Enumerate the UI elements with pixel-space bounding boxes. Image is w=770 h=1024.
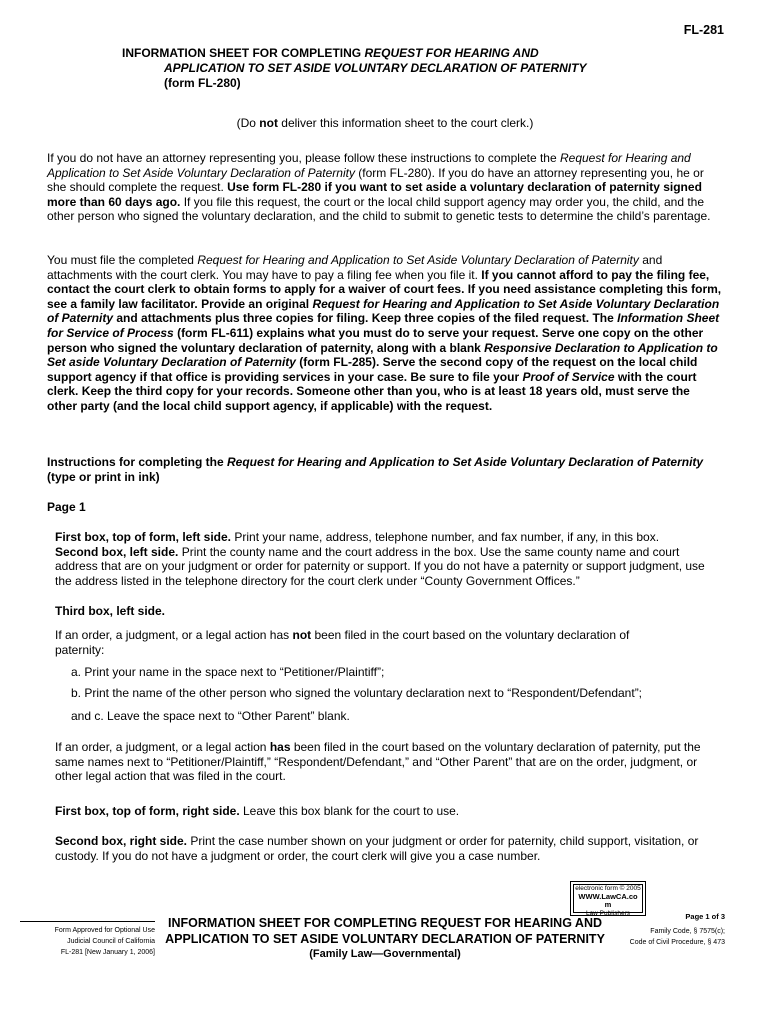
emphasis: not bbox=[292, 628, 312, 642]
title-part: INFORMATION SHEET FOR COMPLETING bbox=[122, 46, 365, 60]
text: and attachments with the court clerk. You may have to pay a filing fee when you file it. bbox=[47, 253, 663, 282]
footer-subtitle: (Family Law—Governmental) bbox=[309, 948, 461, 960]
document-title bbox=[122, 46, 682, 90]
title-line-3: (form FL-280) bbox=[164, 75, 241, 90]
form-name: Request for Hearing and Application to Set Aside Voluntary Declaration of Paternity bbox=[227, 455, 704, 469]
order-not-filed-text bbox=[55, 628, 655, 657]
stamp-line: Law Publishers bbox=[585, 909, 631, 917]
text: Leave this box blank for the court to use. bbox=[239, 804, 460, 818]
page-heading: Page 1 bbox=[47, 500, 86, 514]
text: If you file this request, the court or the local child support agency may order you, the child, and the other person who signed the voluntary declaration, and the child to submit to genetic tests to determine the child’s parentage. bbox=[47, 194, 711, 224]
stamp-url: m bbox=[604, 900, 612, 909]
footer-line: Judicial Council of California bbox=[67, 938, 155, 945]
text: (form FL-280). If you do have an attorney representing you, he or she should complete the request. bbox=[47, 165, 704, 195]
text: been filed in the court based on the voluntary declaration of paternity, put the same names next to “Petitioner/Plaintiff,” “Respondent/Defendant,” and “Other Parent” that are on the order, judgment, or other legal action that was filed in the court. bbox=[55, 740, 701, 784]
box-label: Second box, right side. bbox=[55, 834, 188, 848]
text: Print the case number shown on your judgment or order for paternity, child support, visitation, or custody. If you do not have a judgment or order, the court clerk will give you a case number. bbox=[55, 834, 699, 863]
footer-divider bbox=[20, 921, 155, 922]
instructions-heading bbox=[47, 455, 723, 484]
text: Print your name, address, telephone number, and fax number, if any, in this box. bbox=[231, 530, 660, 544]
form-name: Request for Hearing and Application to Set Aside Voluntary Declaration of Paternity bbox=[47, 296, 720, 326]
footer-line: Code of Civil Procedure, § 473 bbox=[629, 939, 725, 946]
footer-legal-refs bbox=[611, 911, 725, 948]
text: You must file the completed bbox=[47, 253, 198, 267]
text: If an order, a judgment, or a legal action has bbox=[55, 628, 293, 642]
footer-title bbox=[160, 916, 610, 963]
order-filed-text bbox=[55, 740, 723, 784]
form-name: Request for Hearing and Application to Set Aside Voluntary Declaration of Paternity bbox=[47, 151, 691, 180]
text: with the court clerk. Keep the third copy for your records. Someone other than you, who is at least 18 years old, must serve the other party (and the local child support agency, if applicable) with the request. bbox=[47, 369, 697, 413]
intro-paragraph bbox=[47, 151, 723, 224]
text: If an order, a judgment, or a legal action bbox=[55, 740, 270, 754]
form-name: Proof of Service bbox=[522, 369, 615, 384]
text: If you do not have an attorney representing you, please follow these instructions to complete the bbox=[47, 151, 560, 165]
form-name: Responsive Declaration to Application to Set aside Voluntary Declaration of Paternity bbox=[47, 340, 718, 370]
footer-line: Family Code, § 7575(c); bbox=[650, 928, 725, 935]
list-item-a: a. Print your name in the space next to “Petitioner/Plaintiff”; bbox=[71, 665, 385, 679]
text: been filed in the court based on the voluntary declaration of paternity: bbox=[55, 628, 630, 657]
first-box-right-instructions bbox=[55, 804, 723, 819]
note-text: (Do bbox=[236, 116, 260, 130]
first-box-left-instructions bbox=[55, 530, 723, 588]
title-part-italic: REQUEST FOR HEARING AND bbox=[364, 46, 539, 60]
page-number: Page 1 of 3 bbox=[685, 912, 725, 921]
footer-title-line: INFORMATION SHEET FOR COMPLETING REQUEST FOR HEARING AND bbox=[167, 916, 603, 930]
filing-bold-block bbox=[47, 268, 721, 413]
footer-line: FL-281 [New January 1, 2006] bbox=[60, 949, 155, 956]
footer-title-line: APPLICATION TO SET ASIDE VOLUNTARY DECLARATION OF PATERNITY bbox=[165, 931, 605, 946]
list-item-b: b. Print the name of the other person who signed the voluntary declaration next to “Respondent/Defendant”; bbox=[71, 686, 643, 700]
stamp-url[interactable]: WWW.LawCA.co bbox=[578, 891, 638, 901]
note-emphasis: not bbox=[259, 116, 278, 130]
footer-line: Form Approved for Optional Use bbox=[54, 927, 155, 934]
form-name: Request for Hearing and Application to Set Aside Voluntary Declaration of Paternity bbox=[197, 253, 639, 267]
form-number: FL-281 bbox=[683, 23, 724, 37]
box-label: First box, top of form, right side. bbox=[55, 804, 240, 818]
text: (type or print in ink) bbox=[47, 469, 160, 484]
text: If you cannot afford to pay the filing fee, contact the court clerk to obtain forms to apply for a waiver of court fees. If you need assistance completing this form, see a family law facilitator. Provide an original bbox=[47, 267, 722, 311]
footer-form-approval bbox=[20, 925, 155, 958]
form-name: Information Sheet for Service of Process bbox=[47, 311, 720, 340]
text: and attachments plus three copies for filing. Keep three copies of the filed request. The bbox=[113, 311, 618, 326]
text: (form FL-611) explains what you must do to serve your request. Serve one copy on the other person who signed the voluntary declaration of paternity, along with a blank bbox=[47, 325, 704, 355]
text: (form FL-285). Serve the second copy of the request on the local child support agency if that office is providing services in your case. Be sure to file your bbox=[47, 355, 698, 384]
delivery-note bbox=[0, 116, 770, 131]
emphasis: has bbox=[269, 740, 291, 754]
list-item-c: and c. Leave the space next to “Other Parent” blank. bbox=[71, 709, 350, 723]
text: Print the county name and the court address in the box. Use the same county name and court address that are on your judgment or order for paternity or support. If you do not have a paternity or support judgment, use the address listed in the telephone directory for the court clerk under “County Government Offices.” bbox=[55, 544, 705, 588]
note-text: deliver this information sheet to the court clerk.) bbox=[277, 116, 534, 130]
title-line-2: APPLICATION TO SET ASIDE VOLUNTARY DECLARATION OF PATERNITY bbox=[164, 60, 587, 75]
box-label: Second box, left side. bbox=[55, 544, 179, 559]
stamp-line: electronic form © 2005 bbox=[575, 885, 641, 892]
text: Instructions for completing the bbox=[47, 455, 228, 469]
third-box-label: Third box, left side. bbox=[55, 604, 166, 618]
emphasis: Use form FL-280 if you want to set aside a voluntary declaration of paternity signed more than 60 days ago. bbox=[47, 180, 702, 209]
filing-paragraph bbox=[47, 253, 723, 414]
second-box-right-instructions bbox=[55, 834, 723, 863]
box-label: First box, top of form, left side. bbox=[55, 530, 232, 544]
